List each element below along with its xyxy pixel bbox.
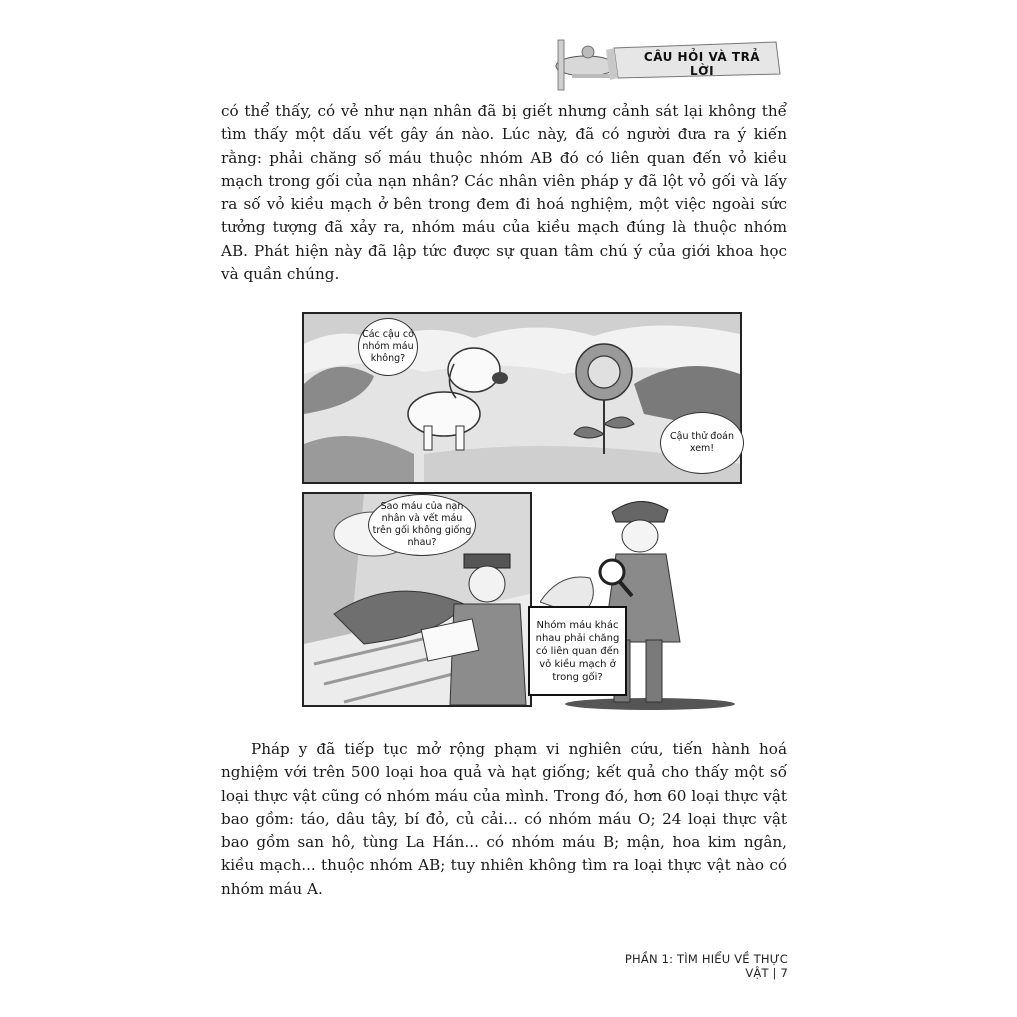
magnifying-glass-icon [600,560,624,584]
banner-title: CÂU HỎI VÀ TRẢ LỜI [643,50,761,78]
body-paragraph-2-text: Pháp y đã tiếp tục mở rộng phạm vi nghiên cứu, tiến hành hoá nghiệm với trên 500 loại hoa quả và hạt giống; kết quả cho thấy một số loại thực vật cũng có nhóm máu của mình. Trong đó, hơn 60 loại thực vật bao gồm: táo, dâu tây, bí đỏ, củ cải... có nhóm máu O; 24 loại thực vật bao gồm san hô, tùng La Hán... có nhóm máu B; mận, hoa kim ngân, kiều mạch... thuộc nhóm AB; tuy nhiên không tìm ra loại thực vật nào có nhóm máu A. [221,740,787,898]
page-footer: PHẦN 1: TÌM HIỂU VỀ THỰC VẬT | 7 [624,952,788,980]
speech-bubble-officer: Sao máu của nạn nhân và vết máu trên gối không giống nhau? [368,494,476,556]
body-paragraph-2 [221,738,787,901]
body-paragraph-1: có thể thấy, có vẻ như nạn nhân đã bị giết nhưng cảnh sát lại không thể tìm thấy một dấu vết gây án nào. Lúc này, đã có người đưa ra ý kiến rằng: phải chăng số máu thuộc nhóm AB đó có liên quan đến vỏ kiều mạch trong gối của nạn nhân? Các nhân viên pháp y đã lột vỏ gối và lấy ra số vỏ kiều mạch ở bên trong đem đi hoá nghiệm, một việc ngoài sức tưởng tượng đã xảy ra, nhóm máu của kiều mạch đúng là thuộc nhóm AB. Phát hiện này đã lập tức được sự quan tâm chú ý của giới khoa học và quần chúng. [221,102,787,284]
section-banner [548,30,783,92]
speech-bubble-dog: Các cậu có nhóm máu không? [358,318,418,376]
speech-bubble-flower: Cậu thử đoán xem! [660,412,744,474]
caption-box-detective: Nhóm máu khác nhau phải chăng có liên quan đến vỏ kiều mạch ở trong gối? [528,606,627,696]
